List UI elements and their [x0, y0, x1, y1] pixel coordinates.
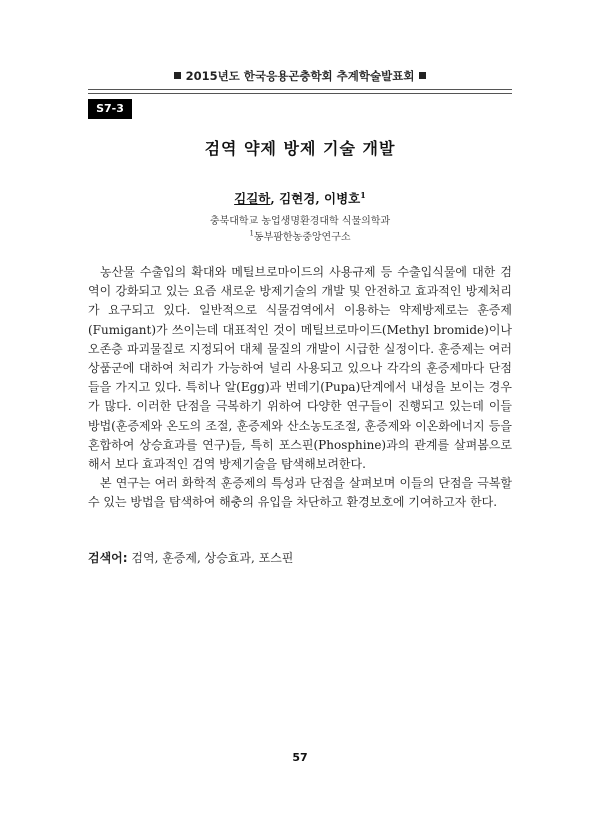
- square-bullet-icon: [174, 72, 181, 79]
- header-rule-bottom: [88, 93, 512, 94]
- keywords-label: 검색어:: [88, 551, 128, 565]
- abstract-body: [88, 263, 512, 513]
- header-text: 2015년도 한국응용곤충학회 추계학술발표회: [185, 69, 415, 83]
- session-code-badge: S7-3: [88, 99, 132, 119]
- abstract-paragraph-2: 본 연구는 여러 화학적 훈증제의 특성과 단점을 살펴보며 이들의 단점을 극복할 수 있는 방법을 탐색하여 해충의 유입을 차단하고 환경보호에 기여하고자 한다.: [88, 476, 512, 510]
- running-header: [88, 66, 512, 86]
- keywords: [88, 549, 512, 566]
- keywords-text: 검역, 훈증제, 상승효과, 포스핀: [127, 551, 294, 565]
- author-list: [88, 189, 512, 207]
- affiliation-mark: 1: [249, 229, 254, 238]
- other-authors: , 김현경, 이병호: [270, 191, 361, 206]
- paper-title: 검역 약제 방제 기술 개발: [204, 139, 396, 158]
- abstract-paragraph-1: 농산물 수출입의 확대와 메틸브로마이드의 사용규제 등 수출입식물에 대한 검역이 강화되고 있는 요즘 새로운 방제기술의 개발 및 안전하고 효과적인 방제처리가 요구되고 있다. 일반적으로 식물검역에서 이용하는 약제방제로는 훈증제(Fumigant)가 쓰이는데 대표적인 것이 메틸브로마이드(Methyl bromide)이나 오존층 파괴물질로 지정되어 대체 물질의 개발이 시급한 실정이다. 훈증제는 여러상품군에 대하여 처리가 가능하여 널리 사용되고 있으나 각각의 훈증제마다 단점들을 가지고 있다. 특히나 알(Egg)과 번데기(Pupa)단계에서 내성을 보이는 경우가 많다. 이러한 단점을 극복하기 위하여 다양한 연구들이 진행되고 있는데 이들 방법(훈증제와 온도의 조절, 훈증제와 산소농도조절, 훈증제와 이온화에너지 등을 혼합하여 상승효과를 연구)들, 특히 포스핀(Phosphine)과의 관계를 살펴봄으로 해서 보다 효과적인 검역 방제기술을 탐색해보려한다.: [88, 265, 512, 472]
- author-affiliation-mark: 1: [360, 189, 366, 200]
- square-bullet-icon: [419, 72, 426, 79]
- affiliation-2: $^1$동부팜한농중앙연구소: [249, 229, 351, 243]
- affiliation-1: 충북대학교 농업생명환경대학 식물의학과: [209, 216, 391, 227]
- presenting-author: 김길하: [234, 191, 271, 206]
- page-number: 57: [292, 751, 308, 764]
- header-rule-top: [88, 89, 512, 90]
